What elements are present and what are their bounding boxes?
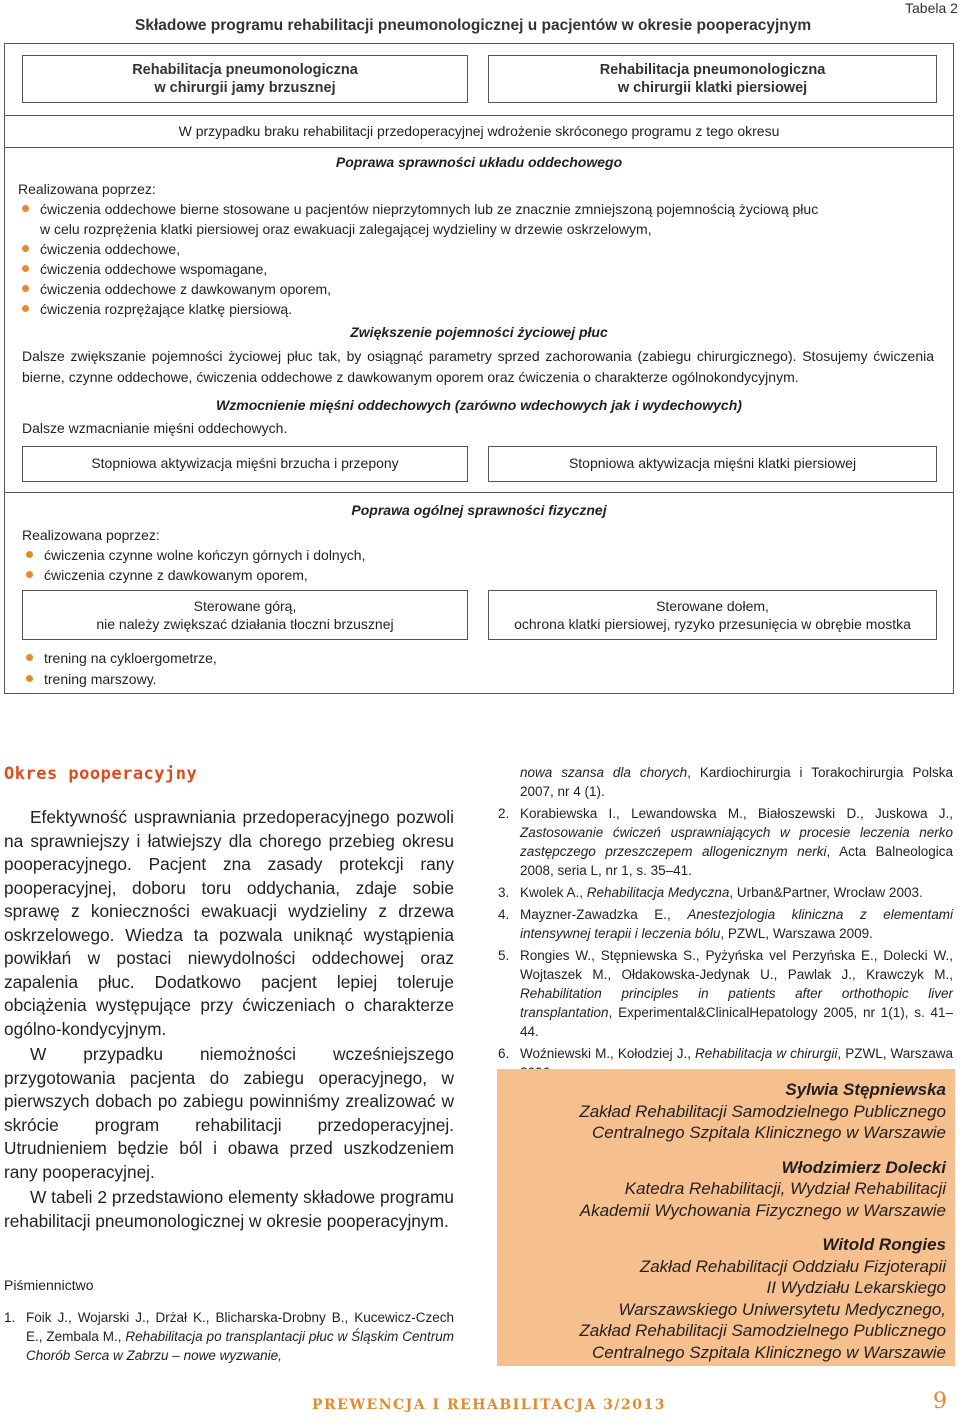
sec2-text: Dalsze zwiększanie pojemności życiowej płuc tak, by osiągnąć parametry sprzed zachorowania (zabiegu chirurgicznego). Stosujemy ćwiczenia bierne, czynne oddechowe, ćwiczenia oddechowe z dawkowanym oporem oraz ćwiczenia o charakterze ogólnokondycyjnym. — [22, 348, 934, 385]
sec4-right-l1: Sterowane dołem, — [656, 598, 769, 614]
author-name: Włodzimierz Dolecki — [781, 1157, 946, 1177]
reference-item — [498, 946, 953, 1041]
ref-authors: Kwolek A., — [520, 885, 587, 900]
sec4-left-box — [22, 590, 468, 640]
bullet-item: ćwiczenia rozprężające klatkę piersiową. — [18, 299, 948, 319]
ref-authors: Rongies W., Stępniewska S., Pyżyńska vel Perzyńska E., Dolecki W., Wojtaszek M., Ołdakowska-Jedynak U., Pawlak J., Krawczyk M., — [520, 948, 953, 982]
ref-source: , Experimental&ClinicalHepatology 2005, nr 1(1), s. 41–44. — [520, 1005, 953, 1039]
sec4-left-l1: Sterowane górą, — [193, 598, 297, 614]
bullet-item: ćwiczenia oddechowe wspomagane, — [18, 259, 948, 279]
sec1-b1-cont: w celu rozprężenia klatki piersiowej oraz ewakuacji zalegającej wydzieliny w drzewie oskrzelowym, — [40, 221, 652, 237]
ref-number: 2. — [498, 806, 510, 821]
sec3-right-box — [488, 446, 937, 482]
sec1-lead: Realizowana poprzez: — [18, 181, 156, 197]
table-label: Tabela 2 — [905, 0, 958, 16]
ref-title: Anestezjologia kliniczna z elementami intensywnej terapii i leczenia bólu — [520, 907, 953, 941]
references-list — [498, 763, 953, 1082]
header-thoracic-l1: Rehabilitacja pneumonologiczna — [599, 62, 826, 78]
divider — [4, 492, 954, 493]
reference-item — [498, 804, 953, 880]
affiliation-line: Zakład Rehabilitacji Samodzielnego Publicznego — [579, 1321, 946, 1340]
sec1-title: Poprawa sprawności układu oddechowego — [335, 154, 623, 170]
bullet-item: ćwiczenia czynne z dawkowanym oporem, — [22, 565, 622, 585]
reference-item — [498, 905, 953, 943]
ref-title: Rehabilitacja w chirurgii — [695, 1046, 838, 1061]
section-heading: Okres pooperacyjny — [4, 764, 198, 784]
bullet-item: trening na cykloergometrze, — [22, 648, 422, 669]
sec4-block — [22, 525, 622, 585]
affiliation-line: Zakład Rehabilitacji Oddziału Fizjoterapii — [639, 1256, 946, 1276]
affiliation-line: Warszawskiego Uniwersytetu Medycznego, — [618, 1299, 946, 1319]
ref-number: 3. — [498, 885, 510, 900]
ref-title: Rehabilitacja Medyczna — [586, 885, 730, 900]
sec4-lead: Realizowana poprzez: — [22, 527, 160, 543]
header-abdominal-l2: w chirurgii jamy brzusznej — [154, 80, 336, 96]
ref-authors: Mayzner-Zawadzka E., — [520, 907, 688, 922]
article-body — [4, 806, 454, 1233]
sec4-left-l2: nie należy zwiększać działania tłoczni brzusznej — [96, 616, 394, 632]
paragraph: W tabeli 2 przedstawiono elementy składowe programu rehabilitacji pneumonologicznej w okresie pooperacyjnym. — [4, 1187, 454, 1231]
bullet-item: ćwiczenia oddechowe bierne stosowane u pacjentów nieprzytomnych lub ze znacznie zmniejszoną pojemnością życiową płuc — [18, 199, 948, 219]
ref-title: nowa szansa dla chorych — [520, 765, 688, 780]
author-name: Sylwia Stępniewska — [785, 1080, 946, 1099]
affiliation-line: Centralnego Szpitala Klinicznego w Warszawie — [591, 1342, 946, 1362]
sec4-title: Poprawa ogólnej sprawności fizycznej — [351, 502, 607, 518]
reference-item — [498, 883, 953, 902]
affiliation-line: Akademii Wychowania Fizycznego w Warszawie — [579, 1200, 946, 1220]
ref-source: , PZWL, Warszawa 2009. — [720, 926, 873, 941]
affiliation-line: Zakład Rehabilitacji Samodzielnego Publicznego — [579, 1101, 946, 1121]
ref-source: , Acta Balneologica 2008, seria L, nr 1, s. 35–41. — [520, 844, 953, 878]
author-name: Witold Rongies — [822, 1235, 946, 1254]
header-abdominal — [22, 55, 468, 103]
divider — [4, 147, 954, 148]
sec3-right-text: Stopniowa aktywizacja mięśni klatki piersiowej — [568, 455, 857, 471]
bullet-item: ćwiczenia oddechowe, — [18, 239, 948, 259]
paragraph: Efektywność usprawniania przedoperacyjnego pozwoli na sprawniejszy i łatwiejszy dla chorego przebieg okresu pooperacyjnego. Pacjent zna zasady protekcji rany pooperacyjnej, doboru toru oddychania, zdaje sobie sprawę z konieczności ewakuacji wydzieliny z drzewa oskrzelowego. Wiedza ta pozwala uniknąć wystąpienia powikłań w postaci niewydolności oddechowej oraz zapalenia płuc. Dodatkowo pacjent lepiej toleruje obciążenia występujące przy ćwiczeniach o charakterze ogólno-kondycyjnym. — [4, 807, 454, 1039]
sec4-block-2 — [22, 648, 422, 690]
divider — [4, 115, 954, 116]
ref-source: , Urban&Partner, Wrocław 2003. — [729, 885, 923, 900]
affiliation — [497, 1234, 946, 1363]
ref-number: 6. — [498, 1046, 510, 1061]
affiliation — [497, 1157, 946, 1222]
ref-number: 1. — [4, 1310, 16, 1325]
bullet-item: trening marszowy. — [22, 669, 422, 690]
header-abdominal-l1: Rehabilitacja pneumonologiczna — [132, 62, 358, 78]
page-number: 9 — [933, 1389, 947, 1414]
reference-item — [498, 763, 953, 801]
table-title: Składowe programu rehabilitacji pneumonologicznej u pacjentów w okresie pooperacyjnym — [135, 17, 812, 34]
ref-authors: Foik J., Wojarski J., Drżał K., Blicharska-Drobny B., Kucewicz-Czech E., Zembala M., — [26, 1310, 454, 1344]
sec1-block — [18, 179, 948, 319]
ref-number: 5. — [498, 948, 510, 963]
ref-number: 4. — [498, 907, 510, 922]
sec3-text: Dalsze wzmacnianie mięśni oddechowych. — [22, 420, 288, 436]
sec4-right-l2: ochrona klatki piersiowej, ryzyko przesunięcia w obrębie mostka — [514, 616, 911, 632]
reference-item — [4, 1308, 454, 1365]
sec2-title: Zwiększenie pojemności życiowej płuc — [350, 324, 608, 340]
ref-title: Rehabilitacja po transplantacji płuc w Śląskim Centrum Chorób Serca w Zabrzu – nowe wyzwanie, — [26, 1329, 454, 1363]
header-thoracic-l2: w chirurgii klatki piersiowej — [617, 80, 808, 96]
affiliation-line: Centralnego Szpitala Klinicznego w Warszawie — [591, 1123, 946, 1142]
journal-footer: PREWENCJA I REHABILITACJA 3/2013 — [312, 1397, 666, 1413]
affiliation — [497, 1079, 946, 1144]
ref-authors: Korabiewska I., Lewandowska M., Białoszewski D., Juskowa J., — [520, 806, 953, 821]
affiliation-line: Katedra Rehabilitacji, Wydział Rehabilitacji — [624, 1179, 946, 1198]
ref-source: , PZWL, Warszawa — [837, 1046, 954, 1061]
affiliation-line: II Wydziału Lekarskiego — [766, 1278, 946, 1297]
sec3-title: Wzmocnienie mięśni oddechowych (zarówno wdechowych jak i wydechowych) — [216, 397, 742, 413]
header-thoracic — [488, 55, 937, 103]
intro-line: W przypadku braku rehabilitacji przedoperacyjnej wdrożenie skróconego programu z tego okresu — [178, 123, 780, 139]
sec3-left-text: Stopniowa aktywizacja mięśni brzucha i przepony — [91, 455, 399, 471]
ref-authors: Woźniewski M., Kołodziej J., — [520, 1046, 695, 1061]
paragraph: W przypadku niemożności wcześniejszego przygotowania pacjenta do zabiegu operacyjnego, w pierwszych dobach po zabiegu powinniśmy zrealizować w skrócie program rehabilitacji przedoperacyjnej. Utrudnieniem będzie ból i obawa przed uszkodzeniem rany pooperacyjnej. — [4, 1044, 454, 1182]
sec3-left-box — [22, 446, 468, 482]
bullet-item: ćwiczenia oddechowe z dawkowanym oporem, — [18, 279, 948, 299]
bullet-item: ćwiczenia czynne wolne kończyn górnych i dolnych, — [22, 545, 622, 565]
sec4-right-box — [488, 590, 937, 640]
ref-source: , Kardiochirurgia i Torakochirurgia Polska 2007, nr 4 (1). — [520, 765, 953, 799]
ref-title: Zastosowanie ćwiczeń usprawniających w procesie leczenia nerko zastępczego przeszczepem allogenicznym nerki — [520, 825, 953, 859]
references-heading: Piśmiennictwo — [4, 1277, 94, 1293]
ref-title: Rehabilitation principles in patients after orthothopic liver transplantation — [520, 986, 953, 1020]
affiliations-box — [497, 1069, 955, 1366]
